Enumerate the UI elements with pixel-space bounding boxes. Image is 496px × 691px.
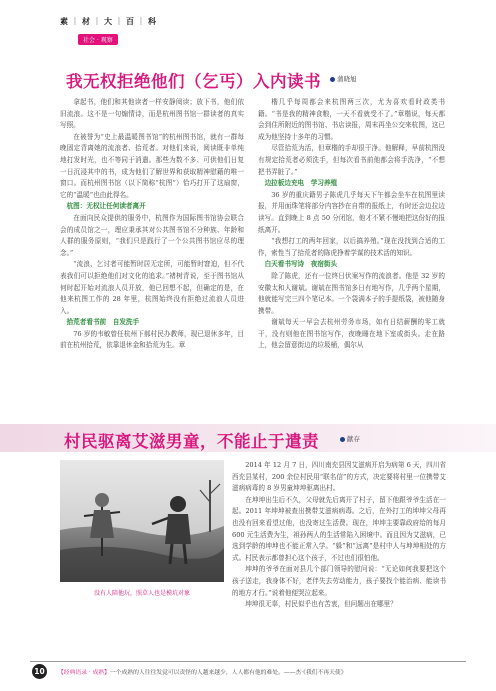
column-char: 大 xyxy=(104,17,112,26)
paragraph: 谢斌每天一早会去杭州劳务市场，如有日结薪酬的零工就干，没有则他在图书馆写作，夜晚睡在地下室或街头。走在路上，他会留意街边的垃圾桶，偶尔从 xyxy=(258,318,445,350)
section-badge: 社会 · 观察 xyxy=(78,34,118,45)
article-column-right xyxy=(258,97,445,352)
photo-caption: 没有人陪他玩，照草人也是模坑对象 xyxy=(93,590,190,597)
page-number: 10 xyxy=(32,664,47,679)
subheading: 杭图：无权让任何读者离开 xyxy=(66,202,146,211)
article-photo xyxy=(60,460,224,582)
article-2-body xyxy=(232,460,446,611)
article-author-2 xyxy=(340,434,360,443)
subheading: 白天看书写诗 夜宿街头 xyxy=(264,260,338,269)
paragraph: 拿起书，他们和其他读者一样安静阅读；放下书，他们依旧流浪。这不是一句煽情诗，而是杭州图书馆一群读者的真实写照。 xyxy=(60,98,244,130)
subheading: 拾荒者看书前 自发洗手 xyxy=(66,318,140,327)
paragraph: 除了陈虎，还有一位终日伏案写作的流浪者。他是 32 岁的安徽太和人谢斌。谢斌在图书馆多日有地写作，几乎两个星期，他就能写完三四个笔记本。一个袋满本子的手提纸袋，被他随身携带。 xyxy=(258,271,445,315)
column-char: 材 xyxy=(82,17,90,26)
paragraph: 36 岁的重庆籍男子陈虎几乎每天下午都会坐车在杭图里读报，并用面珠笔将部分内容抄在自带的报纸上，有时还会边拉边读写。直到晚上 8 点 50 分闭馆，他才不紧不慢地把这份好的报纸离开。 xyxy=(258,190,445,234)
column-char: 素 xyxy=(60,17,68,26)
article-column-left xyxy=(60,97,244,352)
paragraph: “流浪、乞讨者可能暂时居无定所，可能暂时窘迫，但不代表我们可以拒绝他们对文化的追求。”褚树青说，至于图书馆从何时起开始对流浪人员开放，他已回想不起，但确定的是，在他来杭图工作的 28 年里，杭图始终没有拒绝过流浪人员进入。 xyxy=(60,260,244,315)
author-name: 蒲晓旭 xyxy=(337,75,357,83)
quote-label: 【经典语录 · 成熟】 xyxy=(58,670,110,676)
author-name: 献存 xyxy=(347,435,360,443)
quote-text: 一个成熟的人往往发觉可以责怪的人越来越少，人人都有他的难处。——杰·《我们不再天使》 xyxy=(109,670,347,676)
column-header xyxy=(56,16,166,46)
paragraph: 在面向民众提供的服务中，杭图作为国际图书馆协会联合会的成员馆之一，理应秉承其对公共图书馆不分种族、年龄和人群的服务原则，“我们只是践行了一个公共图书馆应尽的理念。” xyxy=(60,213,244,257)
paragraph: 在坤坤出生后不久，父母就先后离开了村子，留下他跟爷爷生活在一起。2011 年坤坤被查出携带艾滋病病毒。之后，在外打工的坤坤父母再也没有回来看望过他，也没寄过生活费。现在，坤坤主要靠政府给的每月 600 元生活费为生，祖孙两人的生活常陷入困境中。而且因为艾滋病，已选到学龄的坤坤也不能正常入学。“躲”和“远离”是村中人与坤坤相处的方式。村民表示都曾担心这个孩子，不过也们很怕他。 xyxy=(232,495,446,562)
paragraph: 2014 年 12 月 7 日，四川南充县因艾滋病开启为病第 6 天，四川省西充县某村，200 余位村民用“联名信”的方式，决定要将村里一位携带艾滋病病毒的 8 岁男童坤坤驱离出村。 xyxy=(232,461,446,493)
column-title: 素 | 材 | 大 | 百 | 科 xyxy=(56,16,166,27)
author-bullet-icon xyxy=(340,437,345,442)
paragraph: “我想打工的两年回家，以后搞养殖。”现在没找到合适的工作，索性当了拾荒者的陈虎挣着学谋的技术活的知识。 xyxy=(258,237,445,257)
footer-quote xyxy=(58,667,347,676)
paragraph: 在被誉为“史上最温暖图书馆”的杭州图书馆，就有一群每晚固定背离她的流浪者、拾荒者。对他们来说，阅读既非单纯地打发时光，也不等同于消遣。那些为数不多、可供他们日复一日沉浸其中的书，成为他们了解世界和获取精神慰藉的唯一窗口。而杭州图书馆（以下简称“杭图”）恰巧打开了这扇窗，它的“温暖”也由此得名。 xyxy=(60,132,244,199)
paragraph: 坤坤很无辜，村民似乎也有苦衷，但问题出在哪里？ xyxy=(245,600,397,609)
author-bullet-icon xyxy=(330,77,335,82)
article-title: 我无权拒绝他们（乞丐）入内读书 xyxy=(66,72,321,91)
boy-photo-illustration xyxy=(60,460,224,582)
article-author xyxy=(330,74,357,83)
paragraph: 坤坤的爷爷在面对县几个部门领导的慰问说：“无论如何我要把这个孩子送走，我身体不好，老伴失去劳动能力，孩子要找个能治病、能读书的地方才行。”说着他便哭泣起来。 xyxy=(232,565,446,597)
column-char: 科 xyxy=(148,17,156,26)
column-char: 百 xyxy=(126,17,134,26)
paragraph: 尽管拾荒为活，但章楷的手却很干净。他解释，早前杭图没有规定拾荒者必须洗手，但每次看书前他都会将手洗净，“不想把书弄脏了。” xyxy=(258,144,445,176)
footer-divider xyxy=(30,661,466,662)
paragraph: 楷几乎每周都会来杭图两三次，尤为喜欢看时政类书籍。“书是我的精神食粮，一天不看就受不了。”章楷说，每天都会到住所附近的图书馆、书店读报，周末再坐公交来杭图，这已成为他坚持十多年的习惯。 xyxy=(258,98,445,141)
subheading: 边拉板边充电 学习养殖 xyxy=(264,179,338,188)
paragraph: 76 岁的韦敏曾任杭州下郝村民办教师，现已退休多年，目前在杭州拾荒，依靠退休金和拾荒为生。章 xyxy=(60,329,244,350)
article-title-2: 村民驱离艾滋男童，不能止于遣责 xyxy=(64,432,319,451)
